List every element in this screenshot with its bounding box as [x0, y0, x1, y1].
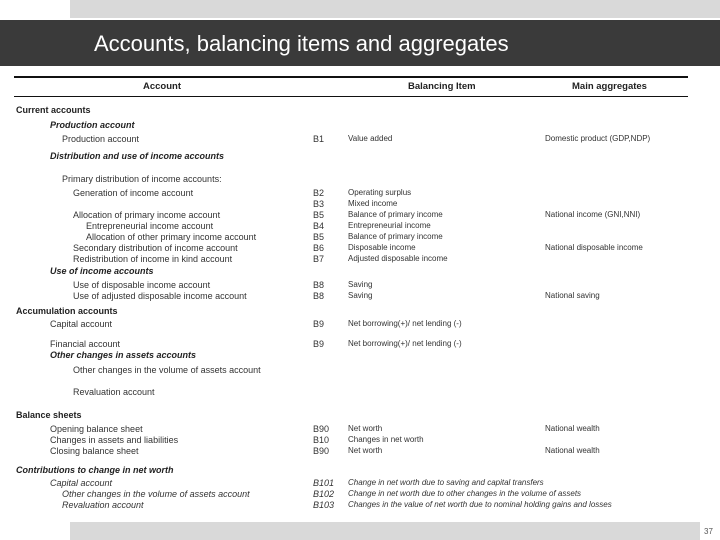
cell-account: Distribution and use of income accounts — [50, 151, 225, 161]
cell-code: B5 — [313, 210, 325, 220]
cell-account: Allocation of primary income account — [73, 210, 221, 220]
cell-item: Disposable income — [348, 243, 416, 252]
cell-item: Change in net worth due to other changes in the volume of assets — [348, 489, 582, 498]
table-row — [0, 266, 720, 277]
cell-account: Current accounts — [16, 105, 91, 115]
table-row — [0, 134, 720, 145]
cell-item: Net worth — [348, 424, 383, 433]
table-row — [0, 500, 720, 511]
cell-account: Changes in assets and liabilities — [50, 435, 179, 445]
cell-item: Operating surplus — [348, 188, 412, 197]
cell-account: Other changes in the volume of assets account — [73, 365, 261, 375]
cell-aggregate: National disposable income — [545, 243, 643, 252]
cell-item: Entrepreneurial income — [348, 221, 431, 230]
cell-item: Balance of primary income — [348, 232, 443, 241]
table-row — [0, 350, 720, 361]
cell-item: Mixed income — [348, 199, 398, 208]
cell-code: B101 — [313, 478, 335, 488]
cell-account: Opening balance sheet — [50, 424, 143, 434]
cell-account: Use of disposable income account — [73, 280, 211, 290]
cell-account: Accumulation accounts — [16, 306, 118, 316]
cell-item: Net borrowing(+)/ net lending (-) — [348, 339, 462, 348]
cell-code: B10 — [313, 435, 330, 445]
table-row — [0, 424, 720, 435]
table-row — [0, 254, 720, 265]
table-row — [0, 105, 720, 116]
cell-code: B90 — [313, 424, 330, 434]
cell-aggregate: National wealth — [545, 424, 600, 433]
cell-aggregate: National wealth — [545, 446, 600, 455]
table-row — [0, 291, 720, 302]
cell-aggregate: Domestic product (GDP,NDP) — [545, 134, 651, 143]
table-row — [0, 199, 720, 210]
table-row — [0, 387, 720, 398]
cell-account: Closing balance sheet — [50, 446, 139, 456]
table-header-rule — [14, 96, 688, 97]
table-row — [0, 339, 720, 350]
cell-item: Changes in net worth — [348, 435, 424, 444]
bottom-decor-bar — [70, 522, 700, 540]
cell-account: Revaluation account — [62, 500, 144, 510]
cell-account: Revaluation account — [73, 387, 155, 397]
cell-account: Production account — [62, 134, 140, 144]
cell-item: Net worth — [348, 446, 383, 455]
table-row — [0, 120, 720, 131]
cell-account: Capital account — [50, 319, 113, 329]
table-row — [0, 151, 720, 162]
cell-code: B1 — [313, 134, 325, 144]
cell-account: Secondary distribution of income account — [73, 243, 238, 253]
cell-aggregate: National income (GNI,NNI) — [545, 210, 641, 219]
cell-code: B7 — [313, 254, 325, 264]
header-main-aggregates: Main aggregates — [572, 81, 647, 92]
cell-account: Contributions to change in net worth — [16, 465, 174, 475]
cell-account: Allocation of other primary income account — [86, 232, 257, 242]
cell-code: B3 — [313, 199, 325, 209]
cell-account: Use of income accounts — [50, 266, 154, 276]
header-balancing-item: Balancing Item — [408, 81, 476, 92]
table-row — [0, 410, 720, 421]
cell-code: B9 — [313, 339, 325, 349]
cell-code: B103 — [313, 500, 335, 510]
table-row — [0, 478, 720, 489]
cell-code: B4 — [313, 221, 325, 231]
cell-account: Balance sheets — [16, 410, 82, 420]
table-row — [0, 232, 720, 243]
table-row — [0, 280, 720, 291]
top-decor-bar — [70, 0, 720, 18]
cell-item: Balance of primary income — [348, 210, 443, 219]
table-row — [0, 306, 720, 317]
cell-item: Saving — [348, 291, 373, 300]
cell-item: Change in net worth due to saving and capital transfers — [348, 478, 544, 487]
cell-aggregate: National saving — [545, 291, 600, 300]
table-row — [0, 319, 720, 330]
table-row — [0, 465, 720, 476]
cell-account: Primary distribution of income accounts: — [62, 174, 222, 184]
cell-account: Financial account — [50, 339, 121, 349]
cell-code: B8 — [313, 280, 325, 290]
table-row — [0, 435, 720, 446]
header-account: Account — [143, 81, 181, 92]
cell-account: Entrepreneurial income account — [86, 221, 214, 231]
table-row — [0, 243, 720, 254]
cell-account: Capital account — [50, 478, 113, 488]
table-row — [0, 221, 720, 232]
slide-title: Accounts, balancing items and aggregates — [94, 31, 509, 56]
table-row — [0, 446, 720, 457]
table-row — [0, 174, 720, 185]
cell-account: Redistribution of income in kind account — [73, 254, 233, 264]
cell-code: B102 — [313, 489, 335, 499]
cell-code: B8 — [313, 291, 325, 301]
cell-code: B2 — [313, 188, 325, 198]
cell-item: Adjusted disposable income — [348, 254, 448, 263]
table-row — [0, 489, 720, 500]
cell-item: Net borrowing(+)/ net lending (-) — [348, 319, 462, 328]
table-row — [0, 210, 720, 221]
cell-code: B9 — [313, 319, 325, 329]
cell-item: Saving — [348, 280, 373, 289]
cell-code: B5 — [313, 232, 325, 242]
cell-code: B6 — [313, 243, 325, 253]
cell-item: Changes in the value of net worth due to nominal holding gains and losses — [348, 500, 612, 509]
cell-item: Value added — [348, 134, 393, 143]
page-number: 37 — [704, 527, 713, 536]
table-row — [0, 188, 720, 199]
cell-account: Other changes in the volume of assets account — [62, 489, 250, 499]
cell-code: B90 — [313, 446, 330, 456]
cell-account: Generation of income account — [73, 188, 194, 198]
cell-account: Other changes in assets accounts — [50, 350, 197, 360]
cell-account: Production account — [50, 120, 135, 130]
cell-account: Use of adjusted disposable income account — [73, 291, 247, 301]
table-top-rule — [14, 76, 688, 78]
table-row — [0, 365, 720, 376]
